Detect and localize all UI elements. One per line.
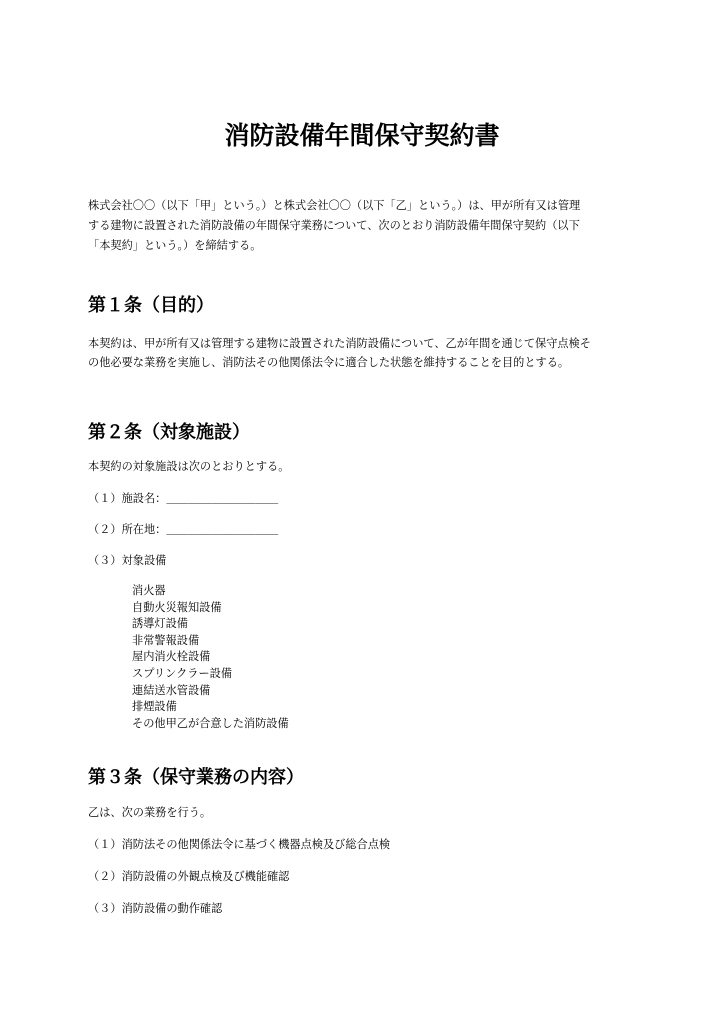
article-2-heading: 第２条（対象施設） [88,422,250,443]
article-2-lead: 本契約の対象施設は次のとおりとする。 [88,460,290,473]
target-equipment-line: （３）対象設備 [88,554,167,567]
article-1-body [88,334,648,372]
intro-line: 株式会社〇〇（以下「甲」という。）と株式会社〇〇（以下「乙」という。）は、甲が所有又は管理 [88,199,581,212]
article-1-line: 本契約は、甲が所有又は管理する建物に設置された消防設備について、乙が年間を通じて保守点検そ [88,337,591,350]
article-1-line: の他必要な業務を実施し、消防法その他関係法令に適合した状態を維持することを目的とする。 [88,356,570,369]
intro-paragraph [88,196,648,256]
equipment-item: 連結送水管設備 [132,683,211,697]
document-title: 消防設備年間保守契約書 [224,121,500,150]
article-1-heading: 第１条（目的） [88,295,214,316]
article-3-item: （３）消防設備の動作確認 [88,902,223,915]
equipment-item: 自動火災報知設備 [132,600,222,614]
facility-name-line: （１）施設名：＿＿＿＿＿＿＿＿＿＿ [88,492,279,505]
equipment-item: 誘導灯設備 [132,617,188,631]
equipment-item: 非常警報設備 [132,633,200,647]
facility-address-line: （２）所在地：＿＿＿＿＿＿＿＿＿＿ [88,523,279,536]
article-3-heading: 第３条（保守業務の内容） [88,767,304,788]
article-3-lead: 乙は、次の業務を行う。 [88,806,212,819]
equipment-item: 消火器 [132,584,166,597]
intro-line: 「本契約」という。）を締結する。 [88,239,262,252]
equipment-list [132,583,289,732]
equipment-item: 屋内消火栓設備 [132,650,211,664]
article-3-item: （１）消防法その他関係法令に基づく機器点検及び総合点検 [88,838,391,851]
equipment-item: 排煙設備 [132,700,177,714]
article-3-item: （２）消防設備の外観点検及び機能確認 [88,870,290,883]
intro-line: する建物に設置された消防設備の年間保守業務について、次のとおり消防設備年間保守契約（以下 [88,219,580,232]
equipment-item: スプリンクラー設備 [132,666,233,680]
equipment-item: その他甲乙が合意した消防設備 [132,716,289,730]
